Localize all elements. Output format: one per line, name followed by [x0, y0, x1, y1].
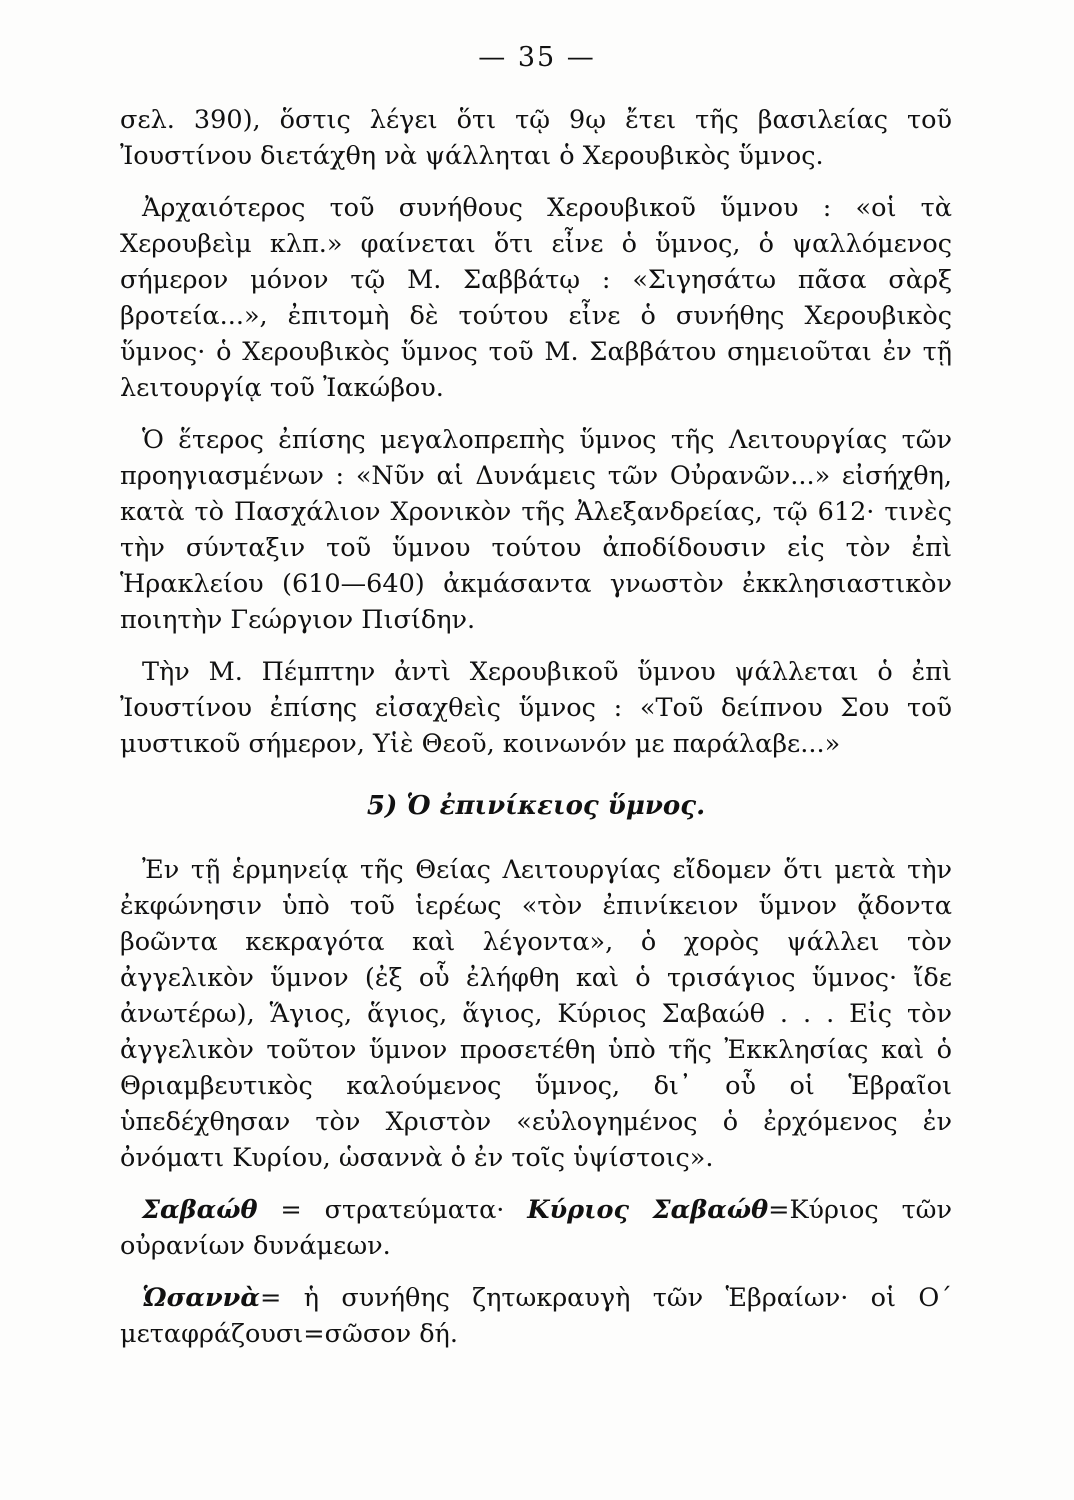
gloss-definition-2: = ἡ συνήθης ζητωκραυγὴ τῶν Ἑβραίων· οἱ Ο΄ μεταφράζουσι=σῶσον δή.	[120, 1283, 952, 1349]
section-heading: 5) Ὁ ἐπινίκειος ὕμνος.	[366, 791, 706, 821]
page-body	[120, 102, 952, 1368]
page-number: — 35 —	[478, 42, 596, 73]
gloss-sabaoth	[120, 1192, 952, 1264]
gloss-definition-1: =Κύριος τῶν οὐρανίων δυνάμεων.	[120, 1195, 952, 1261]
paragraph-3: Ὁ ἕτερος ἐπίσης μεγαλοπρεπὴς ὕμνος τῆς Λειτουργίας τῶν προηγιασμένων : «Νῦν αἱ Δυνάμεις τῶν Οὐρανῶν...» εἰσήχθη, κατὰ τὸ Πασχάλιον Χρονικὸν τῆς Ἀλεξανδρείας, τῷ 612· τινὲς τὴν σύνταξιν τοῦ ὕμνου τούτου ἀποδίδουσιν εἰς τὸν ἐπὶ Ἡρακλείου (610—640) ἀκμάσαντα γνωστὸν ἐκκλησιαστικὸν ποιητὴν Γεώργιον Πισίδην.	[120, 425, 952, 635]
paragraph-1: σελ. 390), ὅστις λέγει ὅτι τῷ 9ῳ ἔτει τῆς βασιλείας τοῦ Ἰουστίνου διετάχθη νὰ ψάλληται ὁ Χερουβικὸς ὕμνος.	[120, 105, 952, 171]
gloss-term-hosanna: Ὡσαννὰ	[142, 1283, 260, 1313]
gloss-equals-1: = στρατεύματα·	[257, 1195, 528, 1225]
gloss-term-sabaoth: Σαβαώθ	[142, 1195, 258, 1225]
gloss-hosanna	[120, 1280, 952, 1352]
paragraph-4: Τὴν Μ. Πέμπτην ἀντὶ Χερουβικοῦ ὕμνου ψάλλεται ὁ ἐπὶ Ἰουστίνου ἐπίσης εἰσαχθεὶς ὕμνος : «Τοῦ δείπνου Σου τοῦ μυστικοῦ σήμερον, Υἱὲ Θεοῦ, κοινωνόν με παράλαβε...»	[120, 657, 952, 759]
paragraph-5: Ἐν τῇ ἑρμηνείᾳ τῆς Θείας Λειτουργίας εἴδομεν ὅτι μετὰ τὴν ἐκφώνησιν ὑπὸ τοῦ ἱερέως «τὸν ἐπινίκειον ὕμνον ᾄδοντα βοῶντα κεκραγότα καὶ λέγοντα», ὁ χορὸς ψάλλει τὸν ἀγγελικὸν ὕμνον (ἐξ οὗ ἐλήφθη καὶ ὁ τρισάγιος ὕμνος· ἴδε ἀνωτέρω), Ἅγιος, ἅγιος, ἅγιος, Κύριος Σαβαώθ . . . Εἰς τὸν ἀγγελικὸν τοῦτον ὕμνον προσετέθη ὑπὸ τῆς Ἐκκλησίας καὶ ὁ Θριαμβευτικὸς καλούμενος ὕμνος, δι᾿ οὗ οἱ Ἑβραῖοι ὑπεδέχθησαν τὸν Χριστὸν «εὐλογημένος ὁ ἐρχόμενος ἐν ὀνόματι Κυρίου, ὡσαννὰ ὁ ἐν τοῖς ὑψίστοις».	[120, 855, 952, 1173]
gloss-term-kyrios-sabaoth: Κύριος Σαβαώθ	[527, 1195, 769, 1225]
paragraph-2: Ἀρχαιότερος τοῦ συνήθους Χερουβικοῦ ὕμνου : «οἱ τὰ Χερουβεὶμ κλπ.» φαίνεται ὅτι εἶνε ὁ ὕμνος, ὁ ψαλλόμενος σήμερον μόνον τῷ Μ. Σαββάτῳ : «Σιγησάτω πᾶσα σὰρξ βροτεία...», ἐπιτομὴ δὲ τούτου εἶνε ὁ συνήθης Χερουβικὸς ὕμνος· ὁ Χερουβικὸς ὕμνος τοῦ Μ. Σαββάτου σημειοῦται ἐν τῇ λειτουργίᾳ τοῦ Ἰακώβου.	[120, 193, 952, 403]
